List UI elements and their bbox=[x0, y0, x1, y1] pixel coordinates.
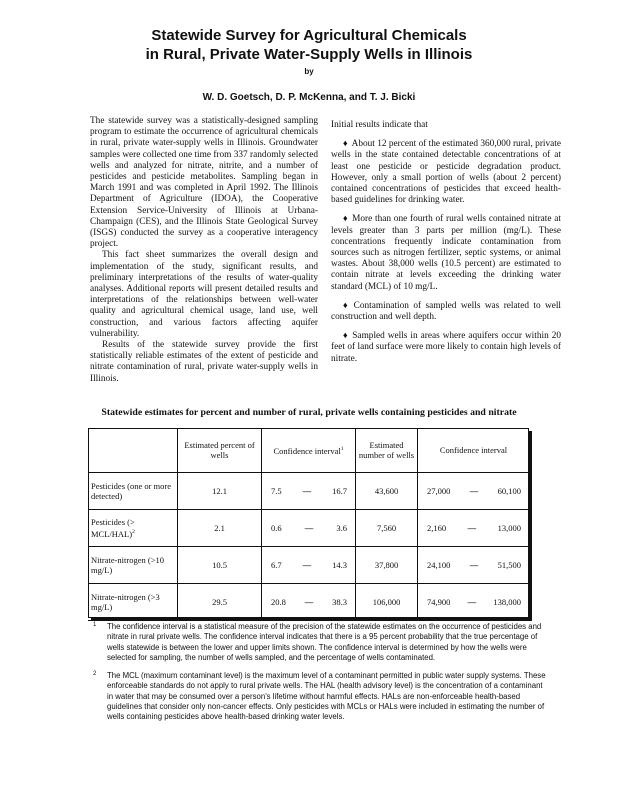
table-header-percent: Estimated percent of wells bbox=[178, 428, 262, 473]
table-shadow bbox=[529, 431, 532, 621]
title-line-1: Statewide Survey for Agricultural Chemicals bbox=[151, 27, 467, 44]
footnote-mark: 1 bbox=[93, 622, 97, 628]
paragraph: This fact sheet summarizes the overall design and implementation of the study, significant results, and preliminary interpretations of the results of water-quality analyses. Additional reports will present detailed results and interpretations of the relationships between well-water quality and agricultural chemical usage, land use, well construction, and various factors affecting aquifer vulnerability. bbox=[90, 250, 318, 339]
diamond-bullet-icon: ♦ bbox=[343, 330, 349, 341]
footnote-text: The confidence interval is a statistical measure of the precision of the statewide estimates on the occurrence of pesticides and nitrate in rural private wells. The confidence interval indicates that there is a 95 percent probability that the true percentage of wells statewide is between the lower and upper limits shown. The confidence interval is determined by how the wells were selected for sampling, the number of wells sampled, and the percentage of wells contaminated. bbox=[107, 622, 542, 662]
row-label: Pesticides (> MCL/HAL)$^2$ bbox=[88, 510, 178, 547]
percent-cell: 29.5 bbox=[178, 584, 262, 621]
footnote-text: The MCL (maximum contaminant level) is the maximum level of a contaminant permitted in public water supply systems. These enforceable standards do not apply to rural private wells. The HAL (health advisory level) is the concentration of a contaminant in water that may be consumed over a person's lifetime without harmful effects. HALs are non-enforceable health-based guidelines that consider only non-cancer effects. Only pesticides with MCLs or HALs were included in estimating the number of wells containing pesticides above health-based drinking water levels. bbox=[107, 671, 546, 722]
table-row bbox=[88, 473, 529, 510]
number-cell: 43,600 bbox=[356, 473, 418, 510]
result-bullet: ♦ More than one fourth of rural wells contained nitrate at levels greater than 3 parts per million (mg/L). These concentrations frequently indicate contamination from sources such as nitrogen fertilizer, septic systems, or animal wastes. About 38,000 wells (10.5 percent) are estimated to contain nitrate at levels exceeding the drinking water standard (MCL) of 10 mg/L. bbox=[331, 213, 561, 292]
authors: W. D. Goetsch, D. P. McKenna, and T. J. Bicki bbox=[202, 92, 416, 103]
diamond-bullet-icon: ♦ bbox=[343, 138, 348, 149]
result-bullet: ♦ About 12 percent of the estimated 360,000 rural, private wells in the state contained detectable concentrations of at least one pesticide or pesticide degradation product. However, only a small portion of wells (about 2 percent) contained concentrations of pesticides that exceed health-based guidelines for drinking water. bbox=[331, 138, 561, 206]
table-header-row bbox=[88, 428, 529, 473]
paragraph: The statewide survey was a statistically-designed sampling program to estimate the occurrence of agricultural chemicals in rural, private water-supply wells in Illinois. Groundwater samples were collected one time from 337 randomly selected wells and analyzed for nitrate, nitrite, and a number of pesticides and pesticide metabolites. Sampling began in March 1991 and was completed in April 1992. The Illinois Department of Agriculture (IDOA), the Cooperative Extension Service-University of Illinois at Urbana-Champaign (CES), and the Illinois State Geological Survey (ISGS) conducted the survey as a cooperative interagency project. bbox=[90, 116, 318, 250]
percent-cell: 2.1 bbox=[178, 510, 262, 547]
paragraph: Results of the statewide survey provide the first statistically reliable estimates of the extent of pesticide and nitrate contamination of rural, private water-supply wells in Illinois. bbox=[90, 340, 318, 384]
table-row bbox=[88, 510, 529, 547]
footnote-mark: 2 bbox=[93, 671, 97, 678]
number-cell: 106,000 bbox=[356, 584, 418, 621]
ci-percent-cell: 6.7 — 14.3 bbox=[262, 547, 356, 584]
table-header-blank bbox=[88, 428, 178, 473]
ci-percent-cell: 7.5 — 16.7 bbox=[262, 473, 356, 510]
left-column bbox=[90, 116, 318, 385]
ci-number-cell: 2,160 — 13,000 bbox=[418, 510, 530, 547]
diamond-bullet-icon: ♦ bbox=[343, 299, 350, 310]
footnote bbox=[93, 671, 548, 722]
footnote bbox=[93, 622, 548, 663]
number-cell: 37,800 bbox=[356, 547, 418, 584]
ci-number-cell: 74,900 — 138,000 bbox=[418, 584, 530, 621]
table-row bbox=[88, 584, 529, 621]
byline-by: by bbox=[304, 67, 314, 76]
number-cell: 7,560 bbox=[356, 510, 418, 547]
row-label: Nitrate-nitrogen (>3 mg/L) bbox=[88, 584, 178, 621]
percent-cell: 12.1 bbox=[178, 473, 262, 510]
result-bullet: ♦ Sampled wells in areas where aquifers occur within 20 feet of land surface were more likely to contain high levels of nitrate. bbox=[331, 330, 562, 364]
table-title: Statewide estimates for percent and number of rural, private wells containing pesticides and nitrate bbox=[101, 407, 517, 418]
row-label: Pesticides (one or more detected) bbox=[88, 473, 178, 510]
document-title bbox=[0, 26, 618, 64]
ci-number-cell: 27,000 — 60,100 bbox=[418, 473, 530, 510]
table-header-ci1: Confidence interval$^1$ bbox=[262, 428, 356, 473]
ci-percent-cell: 20.8 — 38.3 bbox=[262, 584, 356, 621]
diamond-bullet-icon: ♦ bbox=[343, 213, 349, 224]
result-bullet: ♦ Contamination of sampled wells was related to well construction and well depth. bbox=[331, 299, 562, 323]
title-line-2: in Rural, Private Water-Supply Wells in Illinois bbox=[145, 46, 473, 63]
footnotes bbox=[93, 622, 548, 731]
results-intro: Initial results indicate that bbox=[331, 120, 428, 130]
ci-percent-cell: 0.6 — 3.6 bbox=[262, 510, 356, 547]
percent-cell: 10.5 bbox=[178, 547, 262, 584]
estimates-table bbox=[88, 428, 529, 618]
row-label: Nitrate-nitrogen (>10 mg/L) bbox=[88, 547, 178, 584]
right-column bbox=[331, 120, 561, 365]
table-header-number: Estimated number of wells bbox=[356, 428, 418, 473]
table-header-ci2: Confidence interval bbox=[418, 428, 530, 473]
ci-number-cell: 24,100 — 51,500 bbox=[418, 547, 530, 584]
table-row bbox=[88, 547, 529, 584]
